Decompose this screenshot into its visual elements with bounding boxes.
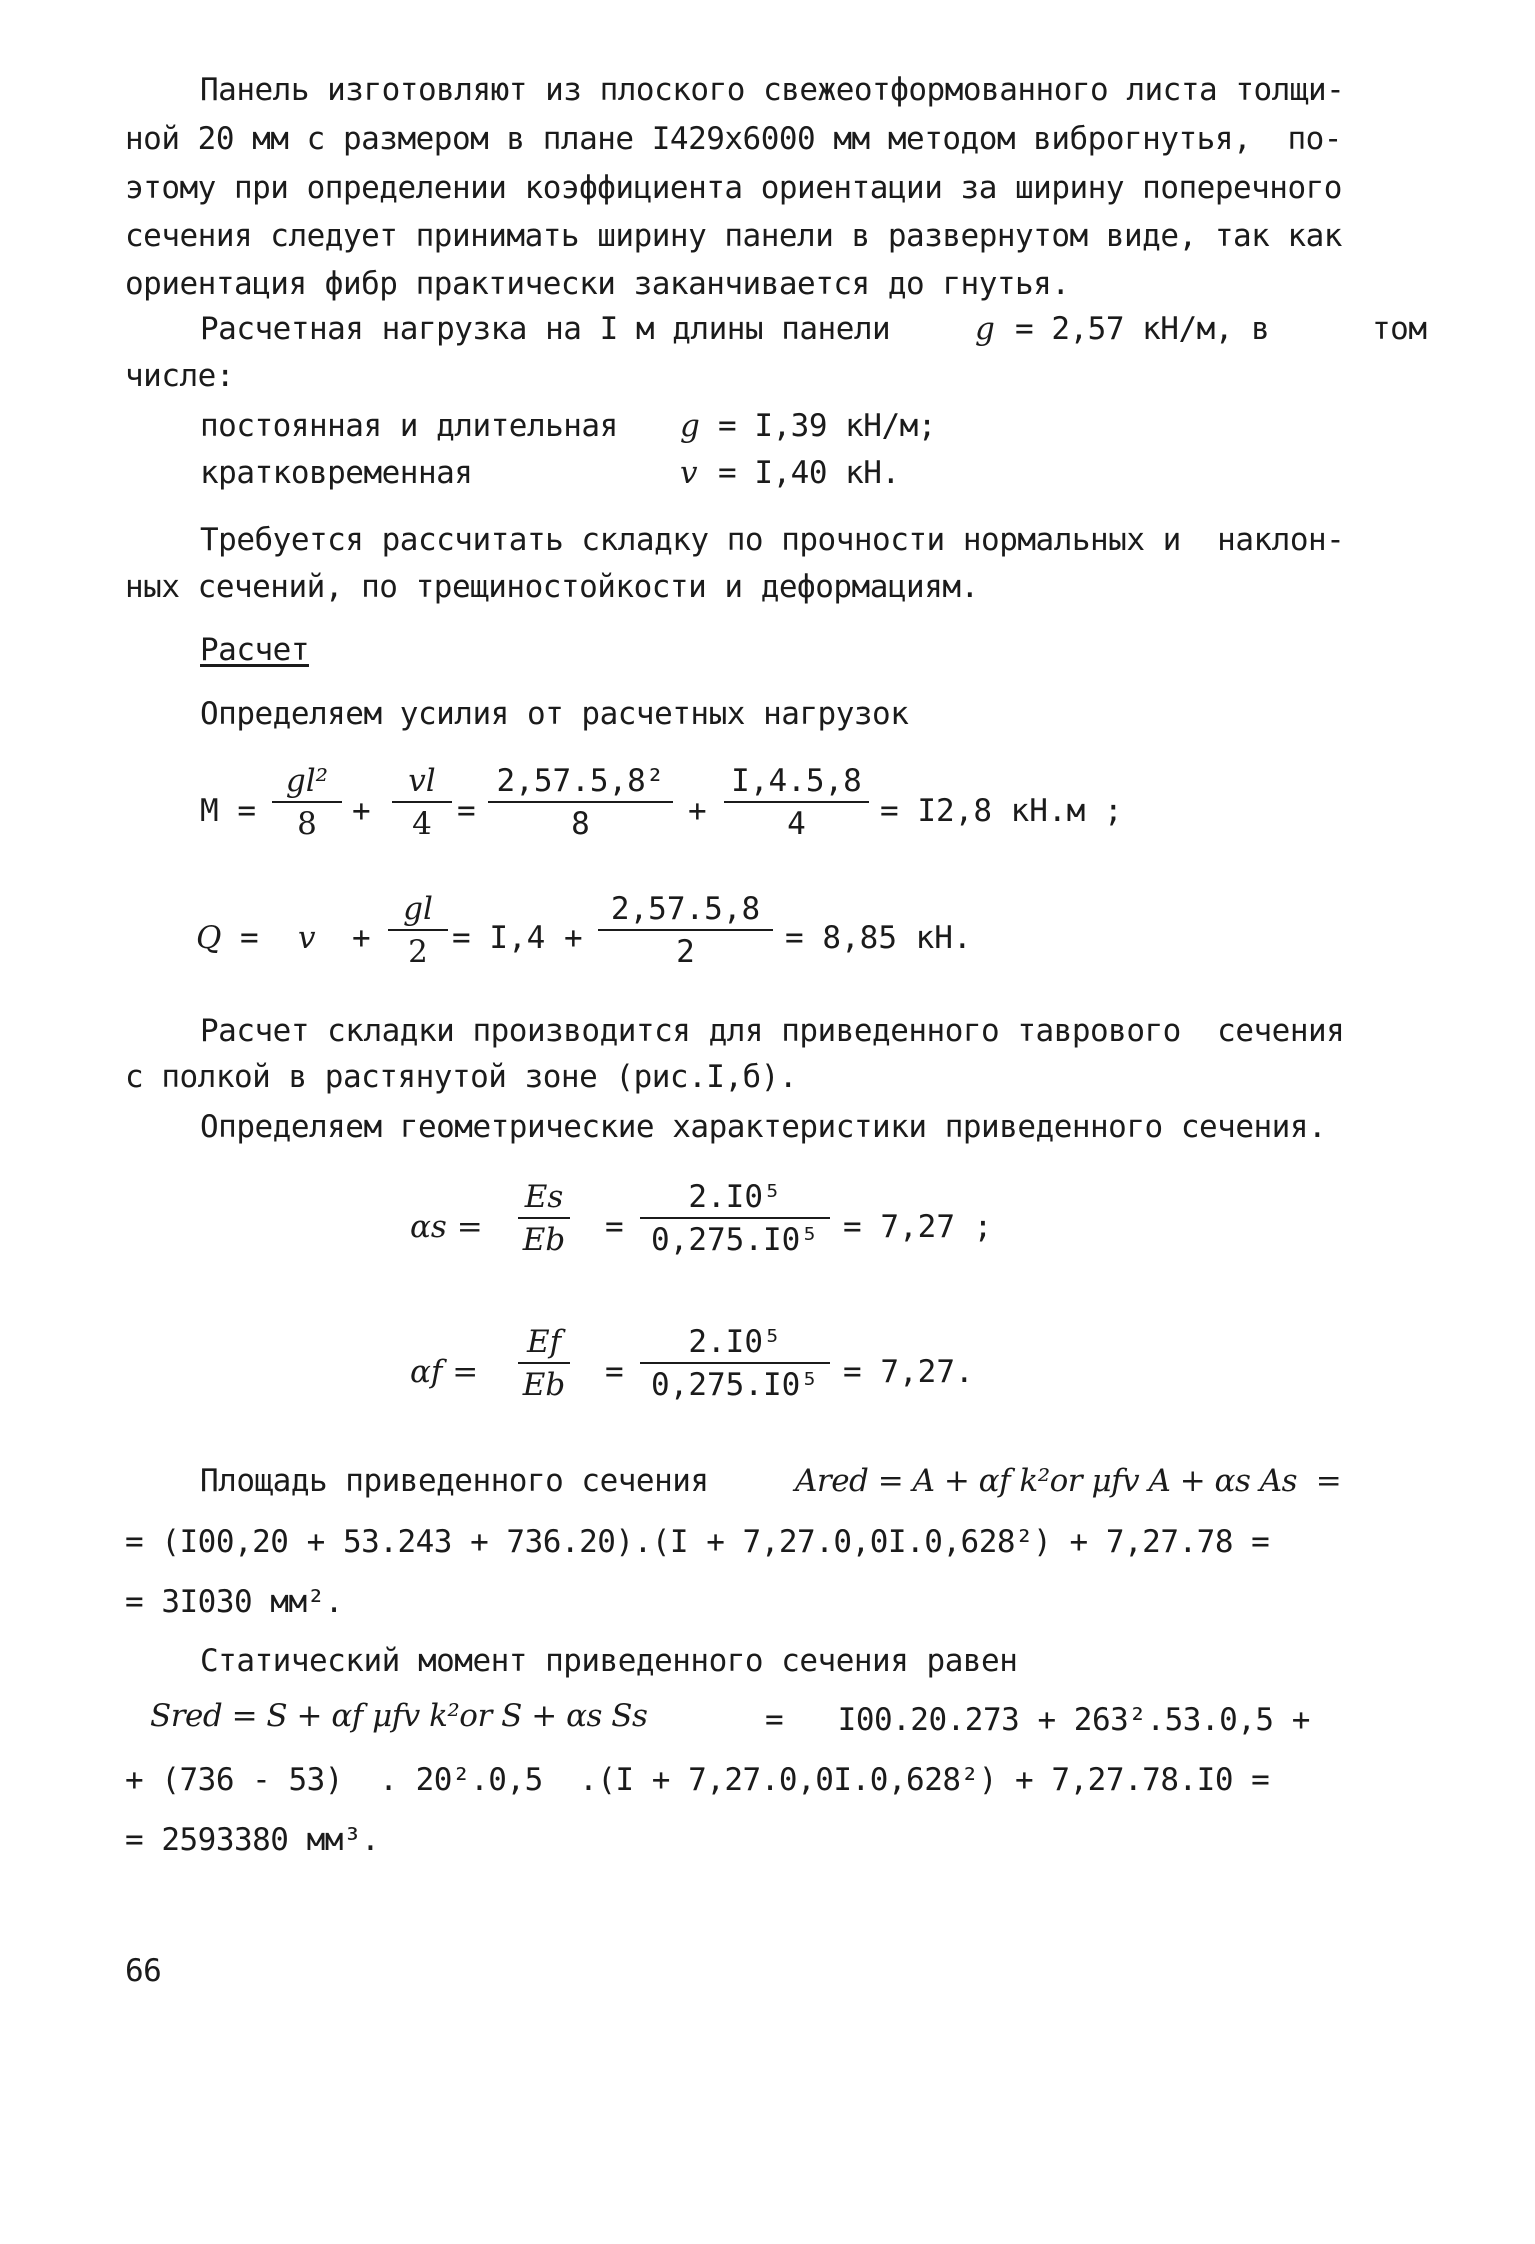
q-lhs: Q <box>196 920 222 956</box>
q-plus: + <box>352 920 371 956</box>
fraction-bar <box>724 801 869 803</box>
m-f4-num: I,4.5,8 <box>731 763 862 799</box>
load-g-symbol: g <box>975 311 995 347</box>
q-f2-den: 2 <box>676 934 695 970</box>
m-f3-den: 8 <box>571 806 590 842</box>
alpha-s-f1-den: Eb <box>522 1222 566 1258</box>
alpha-f-f2-num: 2.I0⁵ <box>688 1324 782 1360</box>
short-value: = I,40 кН. <box>718 455 900 491</box>
alpha-s-fraction-2 <box>640 1178 830 1259</box>
fraction-bar <box>640 1362 830 1364</box>
load-tom: том <box>1372 311 1427 347</box>
m-f4-den: 4 <box>787 806 806 842</box>
q-mid: = I,4 + <box>452 920 583 956</box>
fraction-bar <box>598 929 773 931</box>
load-text: Расчетная нагрузка на I м длины панели <box>200 311 891 347</box>
m-plus-2: + <box>688 793 707 829</box>
m-lhs: M = <box>200 793 256 829</box>
text-line: ных сечений, по трещиностойкости и деформациям. <box>125 569 979 605</box>
alpha-f-f1-num: Ef <box>526 1324 562 1360</box>
q-fraction-1 <box>388 890 448 971</box>
q-f1-num: gl <box>403 891 433 927</box>
alpha-s-fraction-1 <box>518 1178 570 1259</box>
q-eq: = <box>240 920 259 956</box>
area-line-2: = (I00,20 + 53.243 + 736.20).(I + 7,27.0,0I.0,628²) + 7,27.78 = <box>125 1524 1270 1560</box>
perm-symbol: g <box>680 408 700 444</box>
text-line: Определяем геометрические характеристики приведенного сечения. <box>200 1109 1327 1145</box>
load-text-2: числе: <box>125 358 234 394</box>
alpha-f-fraction-1 <box>518 1323 570 1404</box>
alpha-f-eq: = <box>605 1354 624 1390</box>
alpha-f-lhs: αf = <box>410 1354 479 1390</box>
perm-value: = I,39 кН/м; <box>718 408 936 444</box>
alpha-f-f1-den: Eb <box>522 1367 566 1403</box>
short-symbol: v <box>680 455 698 491</box>
m-f2-num: vl <box>408 763 436 799</box>
text-line: сечения следует принимать ширину панели в развернутом виде, так как <box>125 218 1342 254</box>
q-fraction-2 <box>598 890 773 971</box>
text-line: ориентация фибр практически заканчивается до гнутья. <box>125 266 1070 302</box>
fraction-bar <box>640 1217 830 1219</box>
static-label: Статический момент приведенного сечения равен <box>200 1643 1018 1679</box>
alpha-s-eq: = <box>605 1209 624 1245</box>
load-g-value: = 2,57 кН/м, в <box>1015 311 1270 347</box>
static-formula: Sred = S + αf μfv k²or S + αs Ss <box>150 1698 648 1734</box>
static-eq: = I00.20.273 + 263².53.0,5 + <box>765 1702 1310 1738</box>
area-line-3: = 3I030 мм². <box>125 1584 343 1620</box>
alpha-f-result: = 7,27. <box>843 1354 974 1390</box>
section-heading: Расчет <box>200 632 309 668</box>
page-number: 66 <box>125 1953 162 1989</box>
static-line-2: + (736 - 53) . 20².0,5 .(I + 7,27.0,0I.0,628²) + 7,27.78.I0 = <box>125 1762 1270 1798</box>
area-formula: Ared = A + αf k²or μfv A + αs As = <box>795 1463 1342 1499</box>
fraction-bar <box>518 1217 570 1219</box>
m-plus-1: + <box>352 793 371 829</box>
m-f1-num: gl² <box>285 763 329 799</box>
alpha-s-f1-num: Es <box>524 1179 564 1215</box>
short-label: кратковременная <box>200 455 473 491</box>
text-line: Определяем усилия от расчетных нагрузок <box>200 696 909 732</box>
text-line: Требуется рассчитать складку по прочности нормальных и наклон- <box>200 522 1345 558</box>
m-fraction-3 <box>488 762 673 843</box>
m-eq: = <box>457 793 476 829</box>
alpha-f-f2-den: 0,275.I0⁵ <box>651 1367 819 1403</box>
q-f1-den: 2 <box>408 934 428 970</box>
m-fraction-1 <box>272 762 342 843</box>
alpha-s-lhs: αs = <box>410 1209 483 1245</box>
text-line: с полкой в растянутой зоне (рис.I,б). <box>125 1059 798 1095</box>
fraction-bar <box>488 801 673 803</box>
q-result: = 8,85 кН. <box>785 920 972 956</box>
fraction-bar <box>518 1362 570 1364</box>
m-f2-den: 4 <box>412 806 432 842</box>
area-label: Площадь приведенного сечения <box>200 1463 709 1499</box>
q-v: v <box>298 920 316 956</box>
q-f2-num: 2,57.5,8 <box>610 891 761 927</box>
m-f1-den: 8 <box>297 806 317 842</box>
fraction-bar <box>392 801 452 803</box>
alpha-s-f2-den: 0,275.I0⁵ <box>651 1222 819 1258</box>
text-line: этому при определении коэффициента ориентации за ширину поперечного <box>125 170 1342 206</box>
fraction-bar <box>388 929 448 931</box>
text-line: Панель изготовляют из плоского свежеотформованного листа толщи- <box>200 72 1345 108</box>
fraction-bar <box>272 801 342 803</box>
static-line-3: = 2593380 мм³. <box>125 1822 380 1858</box>
m-fraction-4 <box>724 762 869 843</box>
text-line: Расчет складки производится для приведенного таврового сечения <box>200 1013 1345 1049</box>
alpha-s-result: = 7,27 ; <box>843 1209 993 1245</box>
perm-label: постоянная и длительная <box>200 408 618 444</box>
m-f3-num: 2,57.5,8² <box>496 763 665 799</box>
text-line: ной 20 мм с размером в плане I429x6000 мм методом виброгнутья, по- <box>125 121 1342 157</box>
m-fraction-2 <box>392 762 452 843</box>
alpha-s-f2-num: 2.I0⁵ <box>688 1179 782 1215</box>
alpha-f-fraction-2 <box>640 1323 830 1404</box>
m-result: = I2,8 кН.м ; <box>880 793 1123 829</box>
